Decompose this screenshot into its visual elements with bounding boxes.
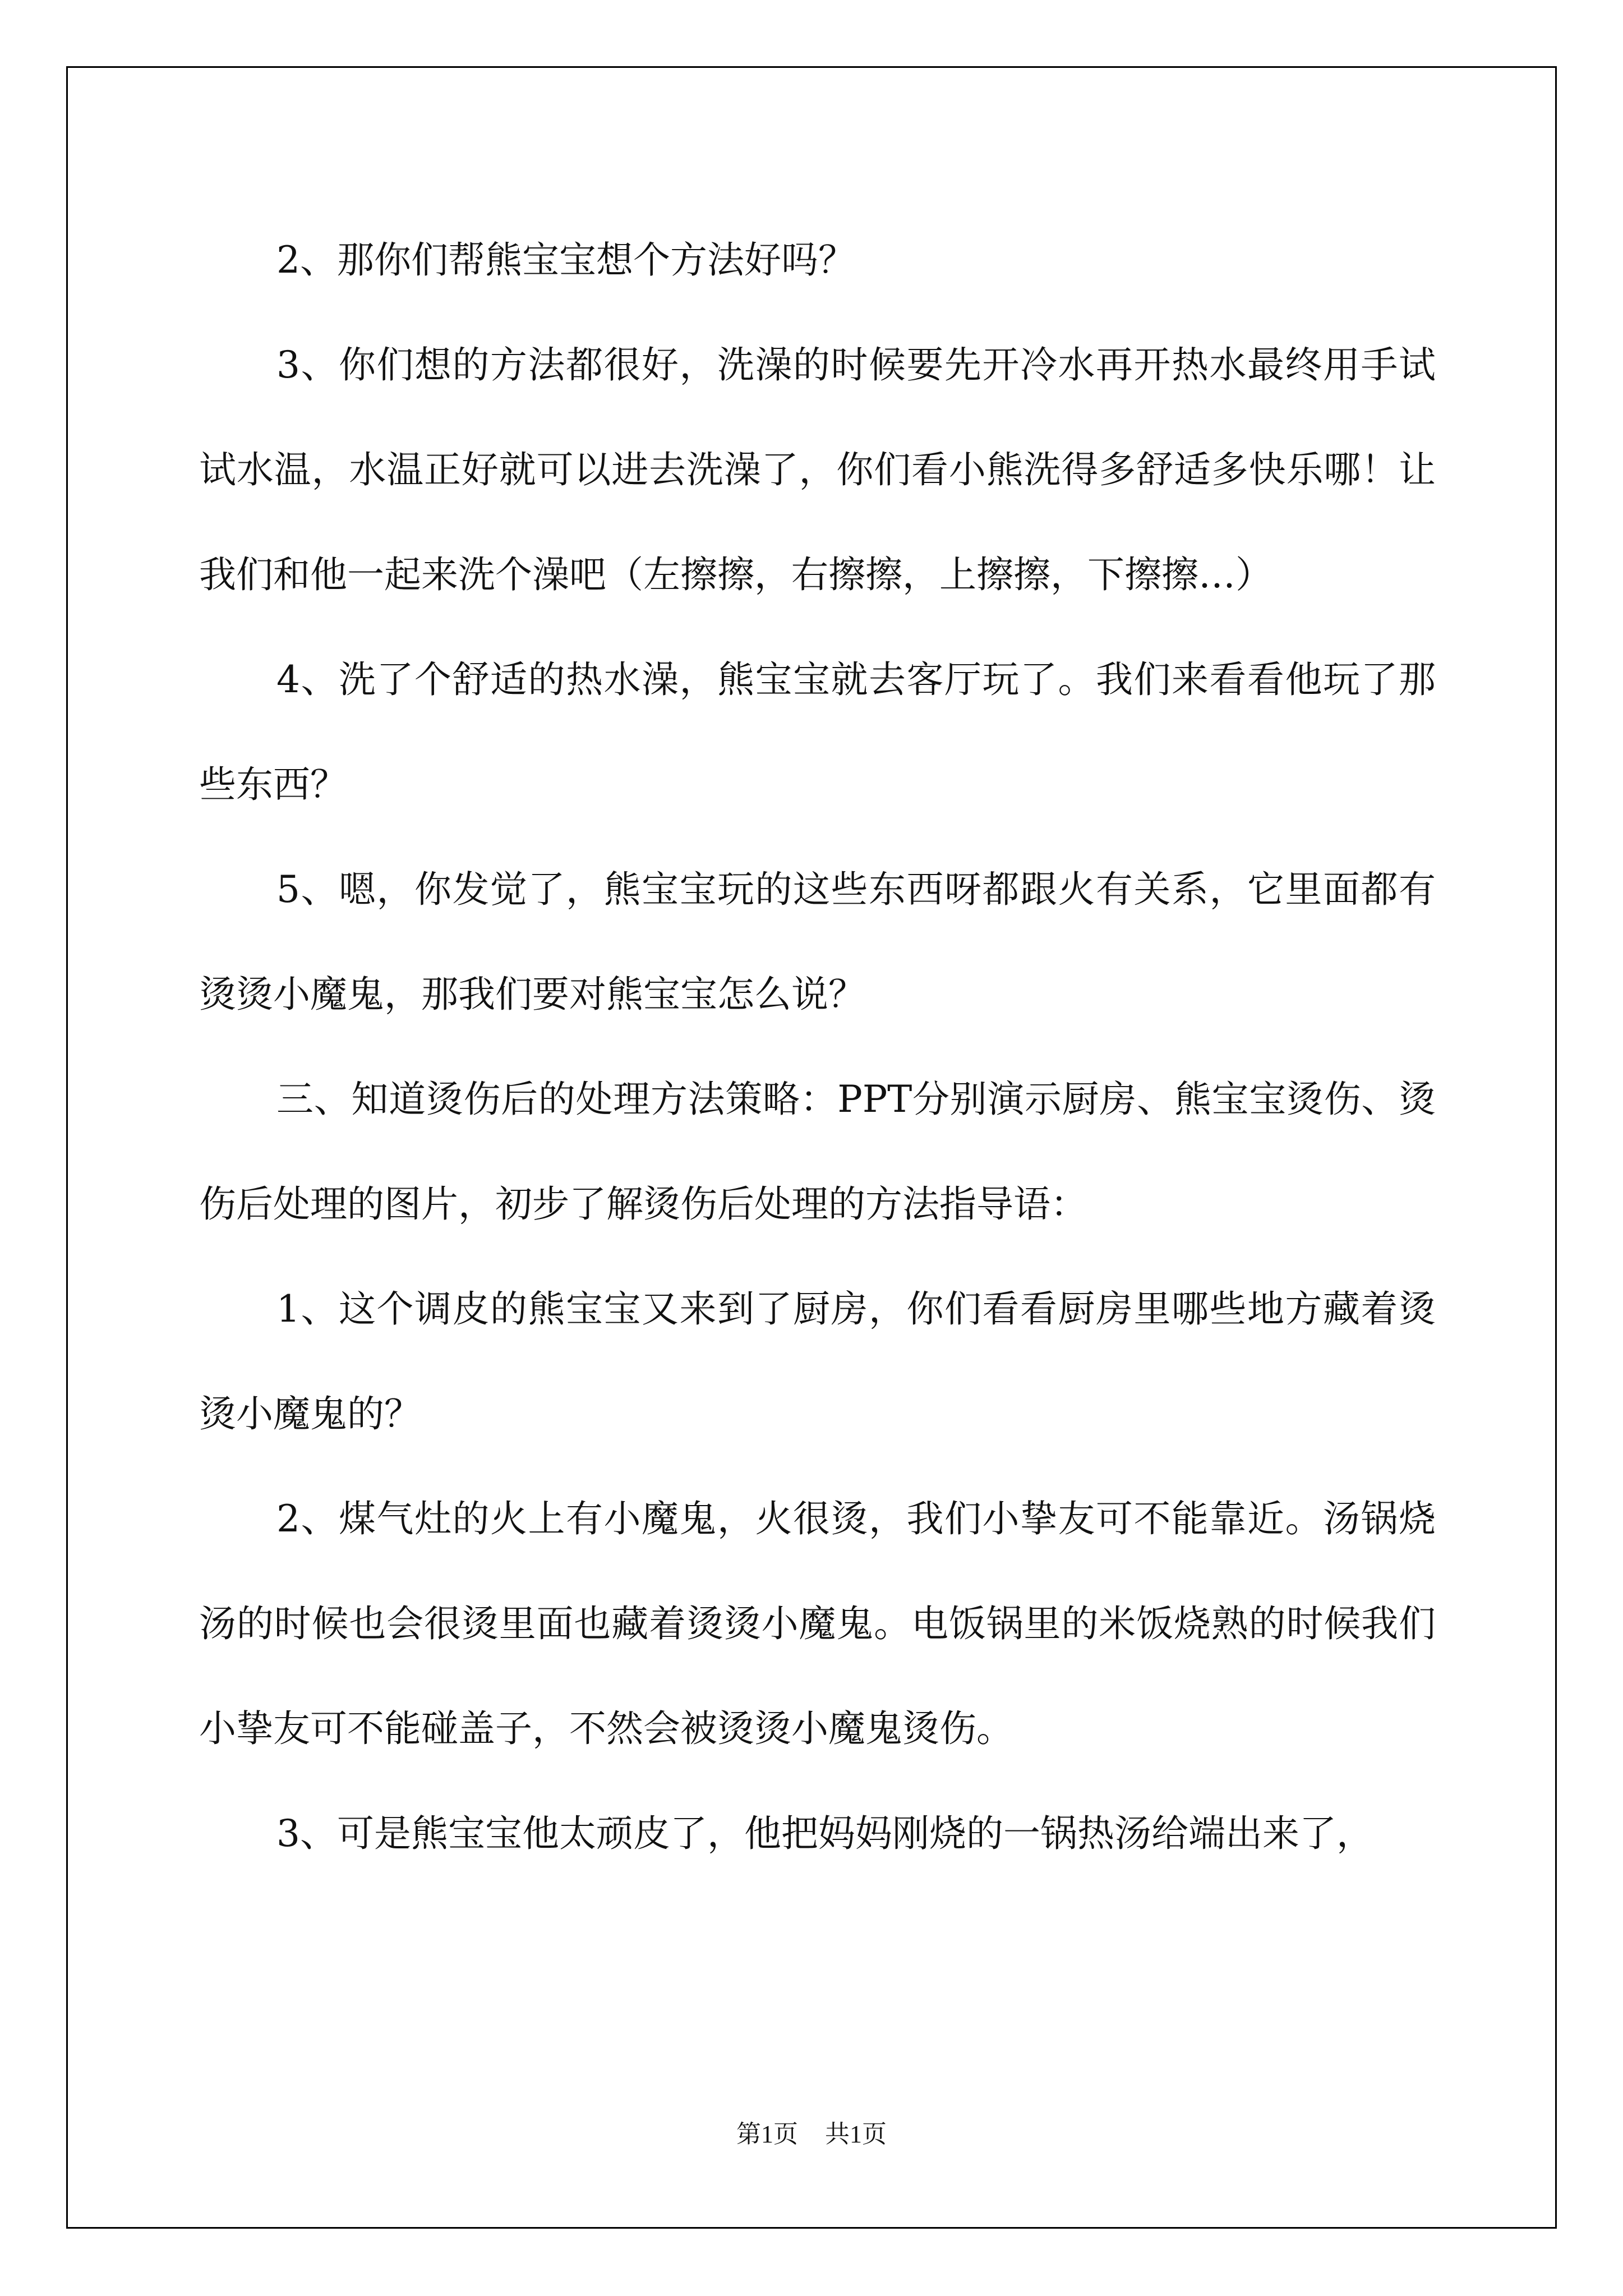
paragraph: 3、可是熊宝宝他太顽皮了，他把妈妈刚烧的一锅热汤给端出来了， (276, 1812, 1373, 1855)
page-footer (0, 2118, 1623, 2151)
paragraph: 3、你们想的方法都很好，洗澡的时候要先开冷水再开热水最终用手试试水温，水温正好就可以进去洗澡了，你们看小熊洗得多舒适多快乐哪！让我们和他一起来洗个澡吧（左擦擦，右擦擦，上擦擦，下擦擦…） (199, 343, 1436, 596)
paragraph: 2、那你们帮熊宝宝想个方法好吗？ (276, 238, 855, 282)
paragraph: 1、这个调皮的熊宝宝又来到了厨房，你们看看厨房里哪些地方藏着烫烫小魔鬼的？ (199, 1287, 1436, 1435)
paragraph: 5、嗯，你发觉了，熊宝宝玩的这些东西呀都跟火有关系，它里面都有烫烫小魔鬼，那我们要对熊宝宝怎么说？ (199, 868, 1436, 1016)
page-number: 第1页 (736, 2120, 798, 2148)
document-body (199, 208, 1436, 1886)
paragraph: 4、洗了个舒适的热水澡，熊宝宝就去客厅玩了。我们来看看他玩了那些东西？ (199, 658, 1436, 806)
paragraph: 三、知道烫伤后的处理方法策略：PPT分别演示厨房、熊宝宝烫伤、烫伤后处理的图片，初步了解烫伤后处理的方法指导语： (199, 1078, 1436, 1226)
paragraph: 2、煤气灶的火上有小魔鬼，火很烫，我们小挚友可不能靠近。汤锅烧汤的时候也会很烫里面也藏着烫烫小魔鬼。电饭锅里的米饭烧熟的时候我们小挚友可不能碰盖子，不然会被烫烫小魔鬼烫伤。 (199, 1497, 1436, 1750)
page-total: 共1页 (825, 2120, 887, 2148)
